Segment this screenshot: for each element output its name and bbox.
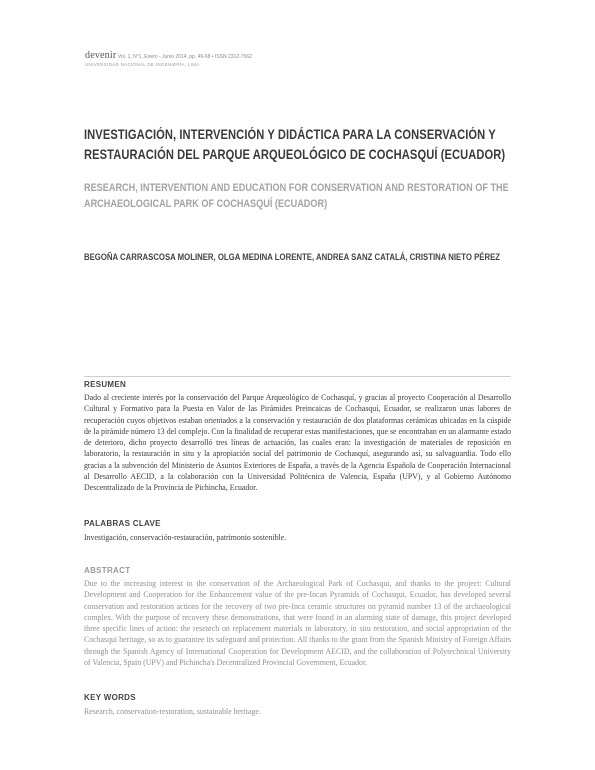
title-english: RESEARCH, INTERVENTION AND EDUCATION FOR CONSERVATION AND RESTORATION OF THE ARCHAEOLOGICAL PARK OF COCHASQUÍ (ECUADOR) (84, 182, 509, 210)
authors: BEGOÑA CARRASCOSA MOLINER, OLGA MEDINA LORENTE, ANDREA SANZ CATALÁ, CRISTINA NIETO PÉREZ (84, 251, 501, 262)
title-spanish: INVESTIGACIÓN, INTERVENCIÓN Y DIDÁCTICA PARA LA CONSERVACIÓN Y RESTAURACIÓN DEL PARQUE ARQUEOLÓGICO DE COCHASQUÍ (ECUADOR) (84, 127, 506, 162)
palabras-clave-text: Investigación, conservación-restauración, patrimonio sostenible. (84, 533, 287, 542)
abstract-text: Due to the increasing interest in the conservation of the Archaeological Park of Cochasqui, and thanks to the project: Cultural Development and Cooperation for the Enhancement value of the pre-Incan Pyramids of Cochasqui, Ecuador, has developed several conservation and restoration actions for the recovery of two pre-Inca ceramic structures on pyramid number 13 of the archaeological complex. With the purpose of recovery these demonstrations, that were found in an alarming state of damage, this project developed three specific lines of action: the research on replacement materials in laboratory, in situ restoration, and social appropriation of the Cochasqui heritage, so as to guarantee its safeguard and protection. All thanks to the grant from the Spanish Ministry of Foreign Affairs through the Spanish Agency of International Cooperation for Development AECID, and the collaboration of Polytechnical University of Valencia, Spain (UPV) and Pichincha's Decentralized Provincial Government, Ecuador. (84, 579, 511, 668)
abstract-heading: ABSTRACT (84, 566, 131, 575)
key-words-heading: KEY WORDS (84, 693, 136, 702)
palabras-clave-heading: PALABRAS CLAVE (84, 519, 161, 528)
issue-info: Vol. 1, N°1, Enero - Junio 2014, pp. 49-68 • ISSN 2312-7562 (117, 54, 252, 60)
resumen-heading: RESUMEN (84, 380, 127, 389)
journal-header (85, 52, 252, 67)
key-words-text: Research, conservation-restoration, sustainable heritage. (84, 707, 261, 716)
journal-logo: devenir (85, 50, 117, 61)
university-name: UNIVERSIDAD NACIONAL DE INGENIERÍA, LIMA (85, 62, 200, 67)
resumen-text: Dado al creciente interés por la conservación del Parque Arqueológico de Cochasquí, y gracias al proyecto Cooperación al Desarrollo Cultural y Formativo para la Puesta en Valor de las Pirámides Preincaicas de Cochasquí, Ecuador, se realizaron unas labores de recuperación cuyos objetivos estaban orientados a la conservación y restauración de dos plataformas cerámicas ubicadas en la cúspide de la pirámide número 13 del complejo. Con la finalidad de recuperar estas manifestaciones, que se encontraban en un alarmante estado de deterioro, dicho proyecto desarrolló tres líneas de actuación, las cuales eran: la investigación de materiales de reposición en laboratorio, la restauración in situ y la apropiación social del patrimonio de Cochasquí, asegurando así, su salvaguardia. Todo ello gracias a la subvención del Ministerio de Asuntos Exteriores de España, a través de la Agencia Española de Cooperación Internacional al Desarrollo AECID, a la colaboración con la Universidad Politécnica de Valencia, España (UPV), y al Gobierno Autónomo Descentralizado de la Provincia de Pichincha, Ecuador. (84, 393, 511, 493)
divider (84, 376, 511, 377)
